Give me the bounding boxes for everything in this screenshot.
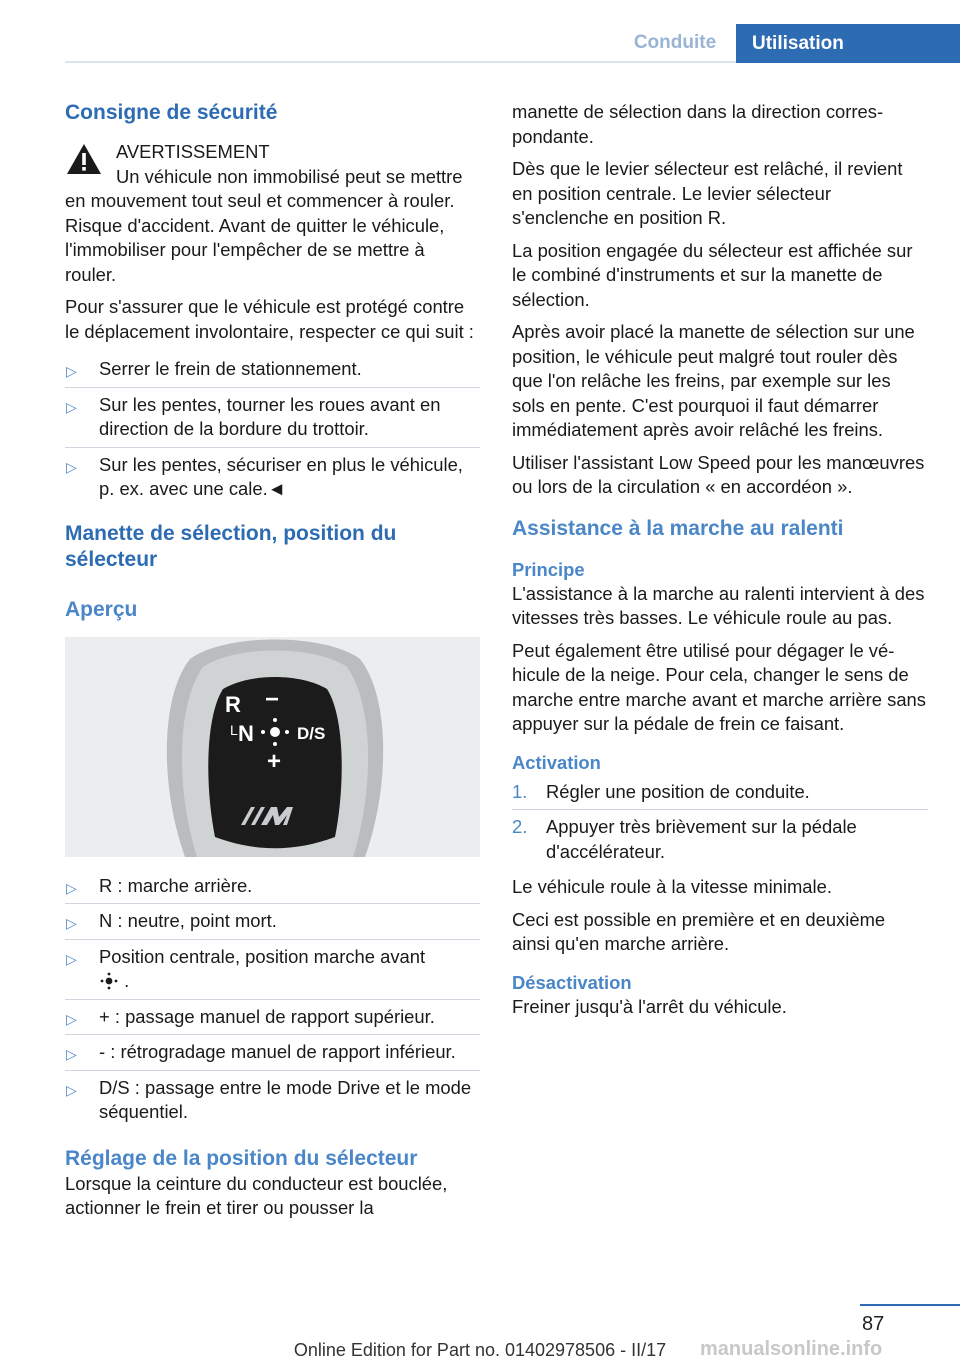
list-item: ▷ Serrer le frein de stationnement. — [65, 352, 480, 388]
tab-conduite[interactable]: Conduite — [633, 31, 717, 53]
principle-heading: Principe — [512, 558, 585, 580]
list-item: ▷ Sur les pentes, tourner les roues avant en direction de la bordure du trottoir. — [65, 388, 480, 448]
figure-label-l: L — [230, 721, 238, 738]
activation-list — [512, 775, 928, 870]
triangle-bullet-icon: ▷ — [66, 458, 77, 475]
watermark: manualsonline.info — [700, 1338, 883, 1360]
edition-line: Online Edition for Part no. 01402978506 - II/17 — [293, 1340, 667, 1360]
figure-label-ds: D/S — [297, 723, 326, 743]
list-item: 1. Régler une position de conduite. — [512, 775, 928, 811]
right-column — [512, 100, 928, 1027]
triangle-bullet-icon: ▷ — [66, 1081, 77, 1098]
adjust-text: Lorsque la ceinture du conducteur est bouclée, actionner le frein et tirer ou pousser la — [65, 1172, 448, 1218]
page-number: 87 — [862, 1313, 885, 1335]
tab-utilisation[interactable]: Utilisation — [736, 24, 960, 63]
figure-label-n: N — [238, 720, 254, 746]
safety-list — [65, 352, 480, 507]
triangle-bullet-icon: ▷ — [66, 950, 77, 967]
figure-label-r: R — [225, 691, 241, 717]
continue-text: manette de sélection dans la direction correspondante. — [512, 101, 884, 147]
triangle-bullet-icon: ▷ — [66, 915, 77, 931]
principle-text: L'assistance à la marche au ralenti intervient à des vitesses très basses. Le véhicule roule au pas. — [512, 582, 925, 628]
snow-text: Peut également être utilisé pour dégager le véhicule de la neige. Pour cela, changer le sens de marche entre marche avant et marche arrière sans appuyer sur la pédale de frein ce faisant. — [512, 639, 926, 734]
possible-text: Ceci est possible en première et en deuxième ainsi qu'en marche arrière. — [512, 908, 886, 954]
figure-label-plus: + — [267, 747, 282, 775]
deactivation-text: Freiner jusqu'à l'arrêt du véhicule. — [512, 995, 787, 1017]
selector-heading: Manette de sélection, position du sélecteur — [65, 521, 397, 571]
gear-selector-figure — [65, 637, 480, 857]
list-item: ▷ - : rétrogradage manuel de rapport inférieur. — [65, 1035, 480, 1071]
idle-heading: Assistance à la marche au ralenti — [512, 516, 844, 540]
adjust-heading: Réglage de la position du sélecteur — [65, 1146, 418, 1170]
list-item: ▷ D/S : passage entre le mode Drive et le mode séquentiel. — [66, 1076, 472, 1122]
neutral-dial-icon — [99, 972, 119, 990]
overview-heading: Aperçu — [65, 597, 138, 621]
activation-heading: Activation — [512, 751, 601, 773]
list-item: ▷ R : marche arrière. — [65, 869, 480, 905]
footer-rule — [860, 1304, 960, 1306]
triangle-bullet-icon: ▷ — [66, 363, 77, 379]
dial-suffix: . — [124, 970, 130, 991]
list-item: ▷ Position centrale, position marche avant . — [65, 940, 480, 1000]
warning-block — [65, 140, 480, 287]
legend-list — [65, 869, 480, 1130]
list-item: 2. Appuyer très brièvement sur la pédale d'accélérateur. — [512, 816, 857, 862]
release-text: Dès que le levier sélecteur est relâché, il revient en position centrale. Le levier sélecteur s'enclenche en position R. — [512, 158, 903, 228]
triangle-bullet-icon: ▷ — [66, 1046, 77, 1062]
list-item: ▷ Sur les pentes, sécuriser en plus le véhicule, p. ex. avec une cale.◄ — [66, 453, 463, 499]
warning-text: Un véhicule non immobilisé peut se mettre en mouvement tout seul et commencer à rouler. Risque d'accident. Avant de quitter le véhicule, l'immobiliser pour l'empêcher de se mettre à rouler. — [65, 165, 463, 285]
display-text: La position engagée du sélecteur est affichée sur le combiné d'instruments et sur la manette de sélection. — [512, 239, 913, 310]
list-item: ▷ + : passage manuel de rapport supérieur. — [65, 1000, 480, 1036]
triangle-bullet-icon: ▷ — [66, 1010, 77, 1027]
warning-triangle-icon — [65, 142, 103, 176]
triangle-bullet-icon: ▷ — [66, 398, 77, 415]
ensure-text: Pour s'assurer que le véhicule est protégé contre le déplacement involontaire, respecter ce qui suit : — [65, 296, 474, 342]
safety-heading: Consigne de sécurité — [65, 101, 278, 124]
triangle-bullet-icon: ▷ — [66, 879, 77, 896]
left-column — [65, 100, 480, 1229]
list-item: ▷ N : neutre, point mort. — [65, 904, 480, 940]
lowspeed-text: Utiliser l'assistant Low Speed pour les manœuvres ou lors de la circulation « en accordéon ». — [512, 451, 925, 497]
deactivation-heading: Désactivation — [512, 971, 632, 993]
after-text: Après avoir placé la manette de sélection sur une position, le véhicule peut malgré tout rouler dès que l'on relâche les freins, par exemple sur les sols en pente. C'est pourquoi il faut démarrer immédiatement après avoir relâché les freins. — [512, 321, 915, 440]
warning-title: AVERTISSEMENT — [116, 141, 270, 162]
figure-label-minus: − — [265, 685, 280, 713]
min-speed-text: Le véhicule roule à la vitesse minimale. — [512, 876, 832, 897]
